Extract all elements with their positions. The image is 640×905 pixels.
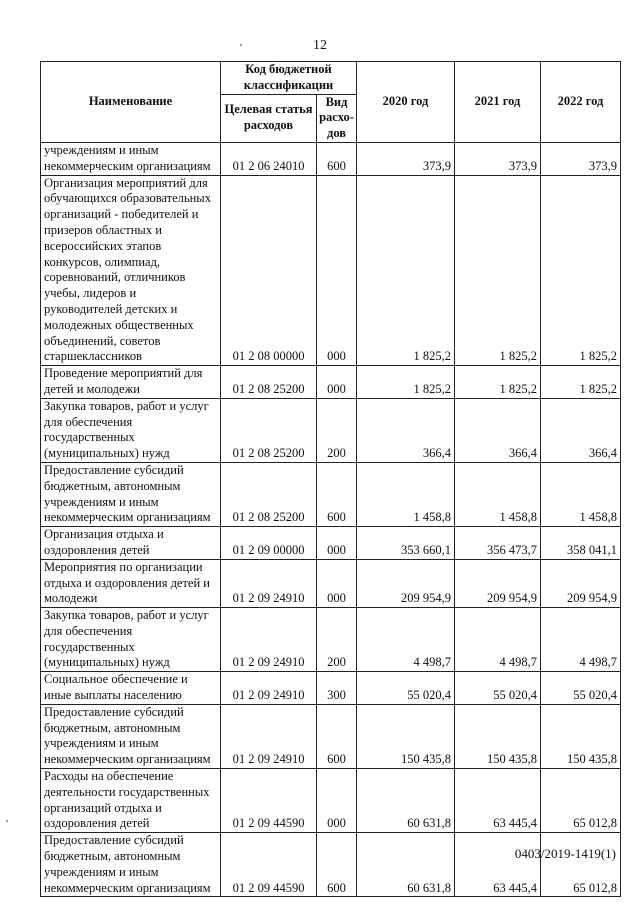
header-2021: 2021 год <box>455 62 541 143</box>
row-target-code: 01 2 08 25200 <box>221 366 317 399</box>
table-row <box>41 608 621 672</box>
budget-table <box>40 61 621 897</box>
row-value-2022: 1 458,8 <box>541 462 621 526</box>
row-expense-kind: 600 <box>317 142 357 175</box>
row-target-code: 01 2 09 24910 <box>221 704 317 768</box>
row-expense-kind: 200 <box>317 608 357 672</box>
row-expense-kind: 000 <box>317 527 357 560</box>
table-row <box>41 527 621 560</box>
table-header-row <box>41 62 621 95</box>
row-value-2022: 209 954,9 <box>541 559 621 607</box>
row-expense-kind: 000 <box>317 559 357 607</box>
table-row <box>41 704 621 768</box>
row-value-2021: 63 445,4 <box>455 769 541 833</box>
row-name: Предоставление субсидий бюджетным, автономным учреждениям и иным некоммерческим организациям <box>41 462 221 526</box>
row-value-2021: 209 954,9 <box>455 559 541 607</box>
row-expense-kind: 600 <box>317 704 357 768</box>
scan-speck <box>240 44 242 46</box>
table-row <box>41 559 621 607</box>
row-value-2022: 65 012,8 <box>541 769 621 833</box>
header-target-article: Целевая статья расходов <box>221 94 317 142</box>
row-name: Предоставление субсидий бюджетным, автономным учреждениям и иным некоммерческим организациям <box>41 833 221 897</box>
row-name: Расходы на обеспечение деятельности государственных организаций отдыха и оздоровления детей <box>41 769 221 833</box>
header-budget-code: Код бюджетной классификации <box>221 62 357 95</box>
page-number: 12 <box>313 38 327 53</box>
row-value-2022: 366,4 <box>541 398 621 462</box>
row-value-2020: 60 631,8 <box>357 769 455 833</box>
row-value-2022: 55 020,4 <box>541 672 621 705</box>
table-row <box>41 462 621 526</box>
row-target-code: 01 2 08 00000 <box>221 175 317 366</box>
row-name: учреждениям и иным некоммерческим организациям <box>41 142 221 175</box>
row-value-2020: 4 498,7 <box>357 608 455 672</box>
row-target-code: 01 2 09 00000 <box>221 527 317 560</box>
row-expense-kind: 300 <box>317 672 357 705</box>
row-value-2020: 1 825,2 <box>357 175 455 366</box>
row-value-2020: 366,4 <box>357 398 455 462</box>
header-expense-kind: Вид расхо-дов <box>317 94 357 142</box>
row-target-code: 01 2 09 24910 <box>221 672 317 705</box>
row-target-code: 01 2 09 44590 <box>221 833 317 897</box>
row-value-2021: 55 020,4 <box>455 672 541 705</box>
row-value-2021: 366,4 <box>455 398 541 462</box>
row-expense-kind: 000 <box>317 769 357 833</box>
table-row <box>41 175 621 366</box>
table-row <box>41 398 621 462</box>
row-value-2022: 65 012,8 <box>541 833 621 897</box>
row-name: Закупка товаров, работ и услуг для обеспечения государственных (муниципальных) нужд <box>41 398 221 462</box>
row-expense-kind: 600 <box>317 462 357 526</box>
document-code: 0403/2019-1419(1) <box>514 846 616 861</box>
header-2020: 2020 год <box>357 62 455 143</box>
row-expense-kind: 000 <box>317 175 357 366</box>
table-row <box>41 769 621 833</box>
row-target-code: 01 2 06 24010 <box>221 142 317 175</box>
row-target-code: 01 2 08 25200 <box>221 462 317 526</box>
row-value-2022: 150 435,8 <box>541 704 621 768</box>
row-expense-kind: 000 <box>317 366 357 399</box>
row-value-2021: 1 825,2 <box>455 366 541 399</box>
row-value-2021: 4 498,7 <box>455 608 541 672</box>
row-target-code: 01 2 09 24910 <box>221 608 317 672</box>
row-value-2022: 358 041,1 <box>541 527 621 560</box>
row-value-2020: 353 660,1 <box>357 527 455 560</box>
row-expense-kind: 200 <box>317 398 357 462</box>
row-value-2020: 1 458,8 <box>357 462 455 526</box>
scan-speck <box>6 820 8 822</box>
row-value-2020: 60 631,8 <box>357 833 455 897</box>
row-value-2021: 150 435,8 <box>455 704 541 768</box>
table-row <box>41 142 621 175</box>
row-target-code: 01 2 09 24910 <box>221 559 317 607</box>
row-name: Организация отдыха и оздоровления детей <box>41 527 221 560</box>
row-name: Организация мероприятий для обучающихся образовательных организаций - победителей и призеров областных и всероссийских этапов конкурсов, олимпиад, соревнований, отличников учебы, лидеров и руководителей детских и молодежных общественных объединений, советов старшеклассников <box>41 175 221 366</box>
row-expense-kind: 600 <box>317 833 357 897</box>
row-value-2020: 55 020,4 <box>357 672 455 705</box>
row-target-code: 01 2 09 44590 <box>221 769 317 833</box>
row-value-2020: 209 954,9 <box>357 559 455 607</box>
row-value-2020: 1 825,2 <box>357 366 455 399</box>
row-name: Закупка товаров, работ и услуг для обеспечения государственных (муниципальных) нужд <box>41 608 221 672</box>
row-value-2022: 1 825,2 <box>541 366 621 399</box>
table-row <box>41 366 621 399</box>
row-value-2021: 356 473,7 <box>455 527 541 560</box>
row-value-2020: 373,9 <box>357 142 455 175</box>
row-name: Социальное обеспечение и иные выплаты населению <box>41 672 221 705</box>
row-value-2021: 1 458,8 <box>455 462 541 526</box>
row-name: Проведение мероприятий для детей и молодежи <box>41 366 221 399</box>
header-name: Наименование <box>41 62 221 143</box>
row-name: Мероприятия по организации отдыха и оздоровления детей и молодежи <box>41 559 221 607</box>
header-2022: 2022 год <box>541 62 621 143</box>
row-value-2020: 150 435,8 <box>357 704 455 768</box>
row-value-2022: 1 825,2 <box>541 175 621 366</box>
row-value-2021: 1 825,2 <box>455 175 541 366</box>
row-value-2021: 373,9 <box>455 142 541 175</box>
row-name: Предоставление субсидий бюджетным, автономным учреждениям и иным некоммерческим организациям <box>41 704 221 768</box>
table-row <box>41 672 621 705</box>
row-target-code: 01 2 08 25200 <box>221 398 317 462</box>
row-value-2021: 63 445,4 <box>455 833 541 897</box>
row-value-2022: 4 498,7 <box>541 608 621 672</box>
row-value-2022: 373,9 <box>541 142 621 175</box>
table-row <box>41 833 621 897</box>
